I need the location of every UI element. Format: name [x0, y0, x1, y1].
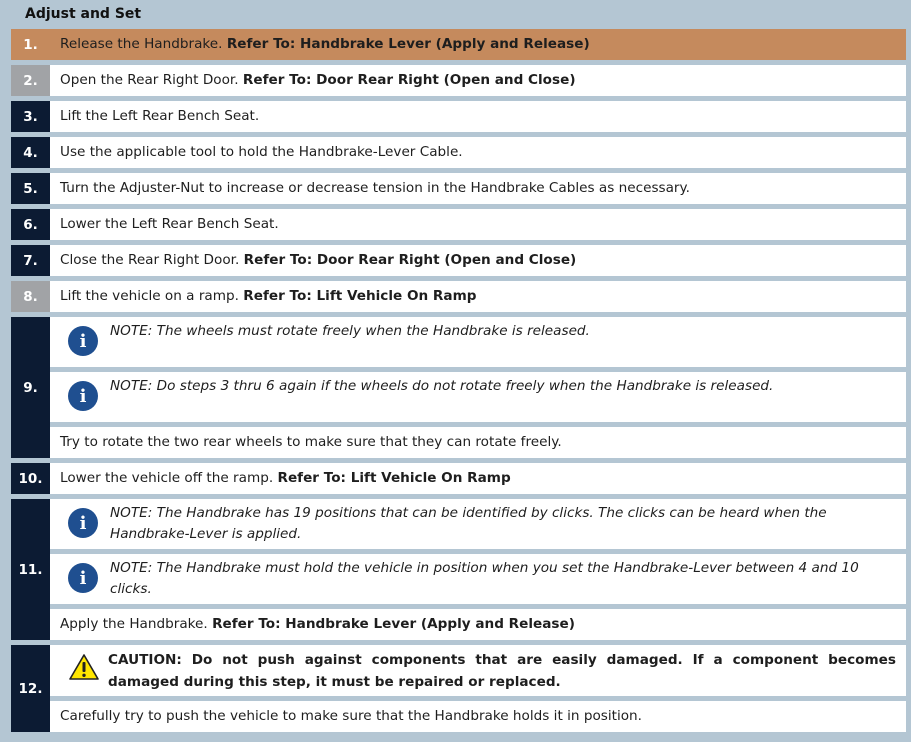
step-number: 3. — [11, 101, 50, 132]
step-text: Try to rotate the two rear wheels to make sure that they can rotate freely. — [60, 434, 562, 450]
step-number: 5. — [11, 173, 50, 204]
step-instruction — [50, 173, 906, 204]
step-number: 4. — [11, 137, 50, 168]
step-instruction — [50, 245, 906, 276]
step-instruction — [50, 29, 906, 60]
step-list — [11, 29, 906, 737]
step-instruction — [50, 701, 906, 732]
step-10[interactable] — [11, 463, 906, 494]
step-number: 1. — [11, 29, 50, 60]
step-reference-link[interactable]: Refer To: Handbrake Lever (Apply and Release) — [212, 616, 575, 632]
note-box — [50, 554, 906, 604]
step-instruction — [50, 101, 906, 132]
step-1[interactable] — [11, 29, 906, 60]
note-box — [50, 372, 906, 422]
step-reference-link[interactable]: Refer To: Handbrake Lever (Apply and Release) — [226, 36, 590, 52]
step-instruction — [50, 137, 906, 168]
step-text: Close the Rear Right Door. — [60, 252, 240, 268]
step-number: 9. — [11, 317, 50, 458]
step-9[interactable] — [11, 317, 906, 458]
step-5[interactable] — [11, 173, 906, 204]
info-icon: i — [68, 381, 98, 411]
step-text: Turn the Adjuster-Nut to increase or decrease tension in the Handbrake Cables as necessary. — [60, 180, 690, 196]
step-text: Apply the Handbrake. — [60, 616, 208, 632]
step-number: 7. — [11, 245, 50, 276]
step-text: Open the Rear Right Door. — [60, 72, 239, 88]
step-6[interactable] — [11, 209, 906, 240]
step-3[interactable] — [11, 101, 906, 132]
step-8[interactable] — [11, 281, 906, 312]
note-box — [50, 499, 906, 549]
step-reference-link[interactable]: Refer To: Door Rear Right (Open and Close) — [242, 72, 576, 88]
caution-box — [50, 645, 906, 696]
step-12[interactable] — [11, 645, 906, 732]
step-number: 12. — [11, 645, 50, 732]
step-text: Lower the Left Rear Bench Seat. — [60, 216, 279, 232]
note-text: NOTE: The Handbrake has 19 positions that can be identified by clicks. The clicks can be heard when the Handbrake-Lever is applied. — [110, 505, 827, 542]
step-instruction — [50, 609, 906, 640]
step-reference-link[interactable]: Refer To: Lift Vehicle On Ramp — [243, 288, 477, 304]
step-2[interactable] — [11, 65, 906, 96]
step-number: 2. — [11, 65, 50, 96]
info-icon: i — [68, 508, 98, 538]
step-text: Lift the Left Rear Bench Seat. — [60, 108, 260, 124]
info-icon: i — [68, 326, 98, 356]
step-text: Release the Handbrake. — [60, 36, 223, 52]
step-instruction — [50, 209, 906, 240]
step-text: Use the applicable tool to hold the Handbrake-Lever Cable. — [60, 144, 463, 160]
note-box — [50, 317, 906, 367]
step-11[interactable] — [11, 499, 906, 640]
note-text: NOTE: The wheels must rotate freely when the Handbrake is released. — [110, 323, 590, 339]
step-instruction — [50, 463, 906, 494]
step-number: 10. — [11, 463, 50, 494]
step-number: 6. — [11, 209, 50, 240]
step-text: Lower the vehicle off the ramp. — [60, 470, 274, 486]
step-instruction — [50, 427, 906, 458]
step-reference-link[interactable]: Refer To: Lift Vehicle On Ramp — [277, 470, 511, 486]
caution-text: CAUTION: Do not push against components that are easily damaged. If a component becomes damaged during this step, it must be repaired or replaced. — [108, 652, 896, 690]
step-text: Carefully try to push the vehicle to make sure that the Handbrake holds it in position. — [60, 708, 642, 724]
step-instruction — [50, 65, 906, 96]
step-text: Lift the vehicle on a ramp. — [60, 288, 239, 304]
step-instruction — [50, 281, 906, 312]
step-number: 11. — [11, 499, 50, 640]
step-4[interactable] — [11, 137, 906, 168]
step-reference-link[interactable]: Refer To: Door Rear Right (Open and Close) — [243, 252, 577, 268]
step-number: 8. — [11, 281, 50, 312]
step-7[interactable] — [11, 245, 906, 276]
warning-icon — [68, 653, 100, 681]
info-icon: i — [68, 563, 98, 593]
note-text: NOTE: Do steps 3 thru 6 again if the wheels do not rotate freely when the Handbrake is released. — [110, 378, 774, 394]
note-text: NOTE: The Handbrake must hold the vehicle in position when you set the Handbrake-Lever between 4 and 10 clicks. — [110, 560, 859, 597]
section-title: Adjust and Set — [25, 6, 142, 22]
